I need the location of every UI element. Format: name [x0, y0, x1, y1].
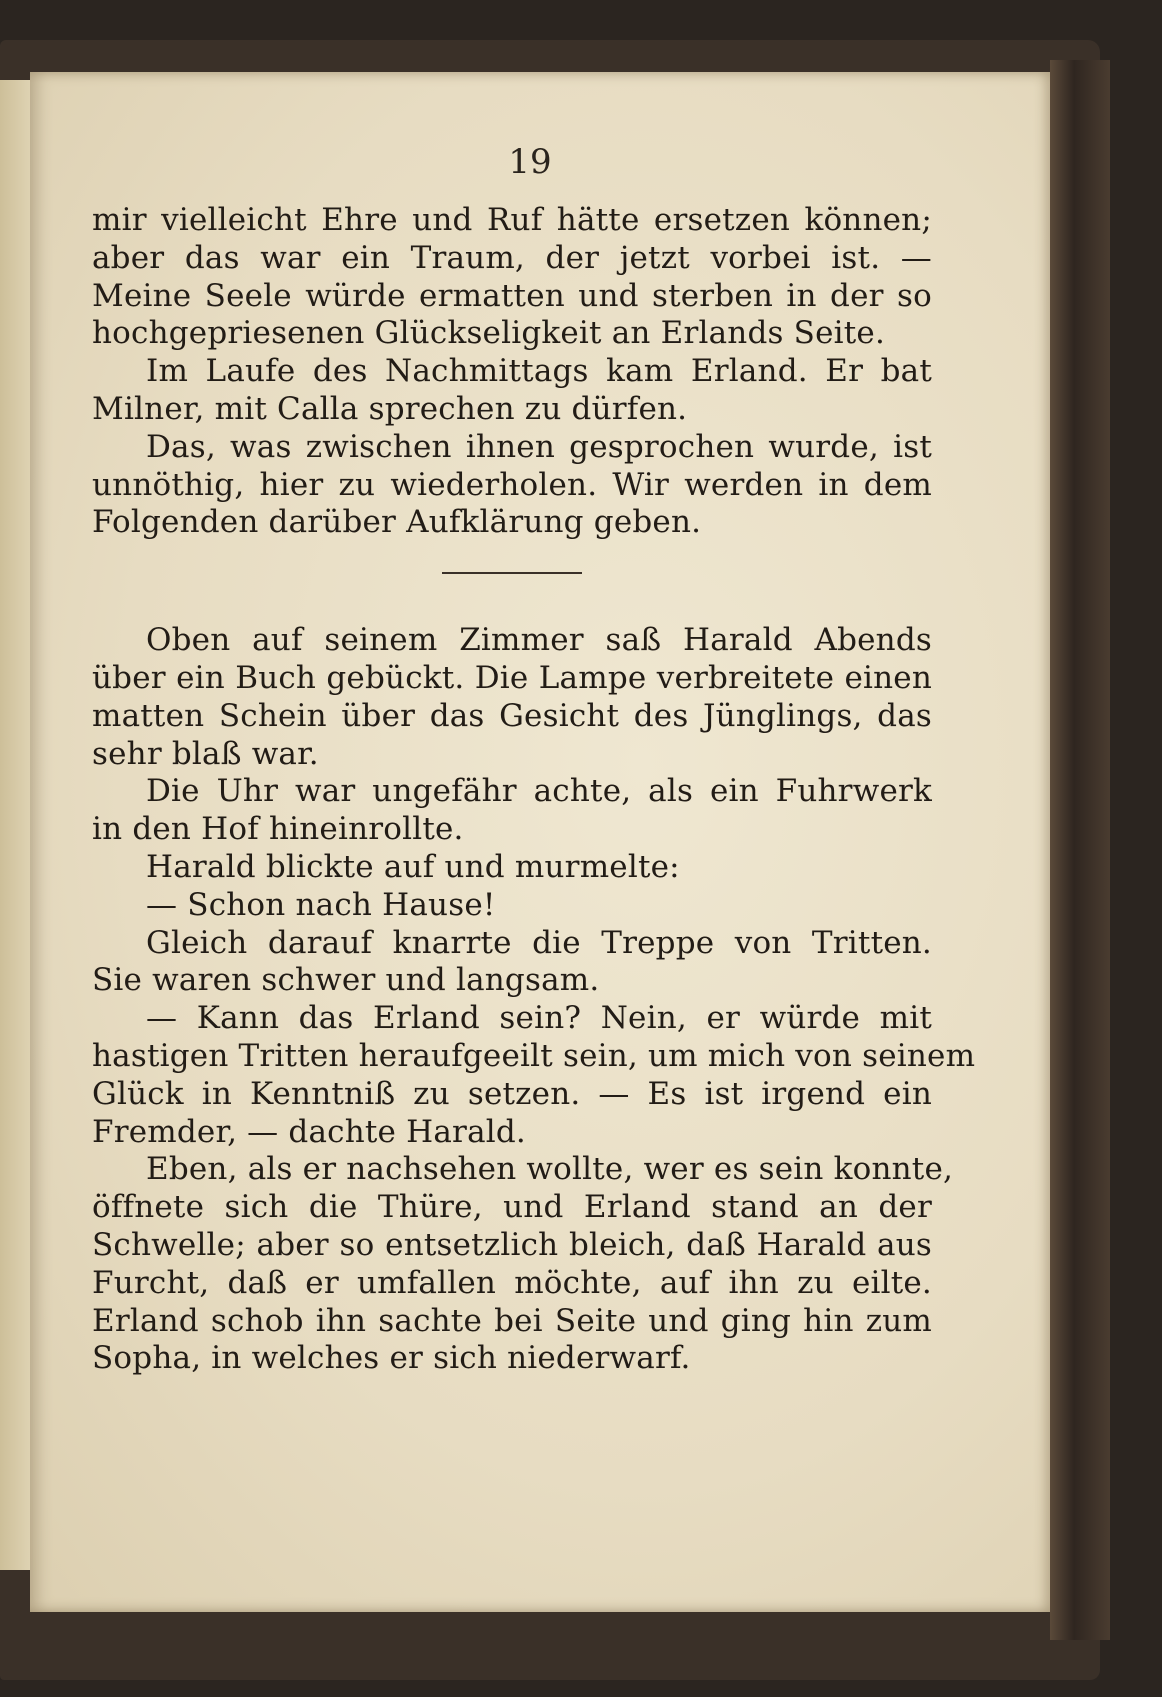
text-line: Sie waren schwer und langsam. — [92, 962, 600, 999]
text-line: Glück in Kenntniß zu setzen. — Es ist irgend ein — [92, 1075, 932, 1112]
text-line: matten Schein über das Gesicht des Jünglings, das — [92, 697, 932, 734]
text-line: unnöthig, hier zu wiederholen. Wir werden in dem — [92, 466, 932, 503]
text-block-bottom — [92, 622, 976, 1378]
book-page — [30, 72, 1050, 1612]
text-line: Eben, als er nachsehen wollte, wer es sein konnte, — [146, 1151, 954, 1188]
text-line: — Schon nach Hause! — [146, 886, 496, 923]
text-line: hastigen Tritten heraufgeeilt sein, um mich von seinem — [92, 1037, 976, 1074]
page-text — [92, 202, 976, 1378]
text-line: Die Uhr war ungefähr achte, als ein Fuhrwerk — [146, 773, 932, 810]
text-line: Erland schob ihn sachte bei Seite und ging hin zum — [92, 1302, 932, 1339]
paragraph — [92, 887, 932, 925]
text-line: Oben auf seinem Zimmer saß Harald Abends — [146, 622, 932, 659]
text-line: Furcht, daß er umfallen möchte, auf ihn zu eilte. — [92, 1264, 932, 1301]
section-divider — [442, 572, 582, 574]
text-line: — Kann das Erland sein? Nein, er würde mit — [146, 1000, 932, 1037]
text-line: in den Hof hineinrollte. — [92, 811, 464, 848]
paragraph — [92, 353, 932, 429]
text-line: Das, was zwischen ihnen gesprochen wurde, ist — [146, 428, 932, 465]
text-line: Im Laufe des Nachmittags kam Erland. Er bat — [146, 353, 932, 390]
paragraph — [92, 849, 932, 887]
text-line: Gleich darauf knarrte die Treppe von Tritten. — [146, 924, 932, 961]
text-line: aber das war ein Traum, der jetzt vorbei ist. — — [92, 239, 932, 276]
paragraph — [92, 622, 932, 773]
text-line: über ein Buch gebückt. Die Lampe verbreitete einen — [92, 659, 932, 696]
paragraph — [92, 1000, 976, 1151]
text-line: mir vielleicht Ehre und Ruf hätte ersetzen können; — [92, 202, 932, 238]
text-line: Folgenden darüber Aufklärung geben. — [92, 504, 702, 541]
page-number: 19 — [508, 142, 552, 182]
text-line: Fremder, — dachte Harald. — [92, 1113, 526, 1150]
text-line: Sopha, in welches er sich niederwarf. — [92, 1340, 691, 1377]
paragraph — [92, 773, 932, 849]
text-line: hochgepriesenen Glückseligkeit an Erlands Seite. — [92, 315, 886, 352]
paragraph — [92, 202, 932, 353]
text-line: Milner, mit Calla sprechen zu dürfen. — [92, 390, 688, 427]
paragraph — [92, 925, 932, 1001]
paragraph — [92, 1151, 954, 1378]
text-line: Harald blickte auf und murmelte: — [146, 848, 680, 885]
paragraph — [92, 429, 932, 542]
text-line: sehr blaß war. — [92, 735, 319, 772]
text-line: Schwelle; aber so entsetzlich bleich, daß Harald aus — [92, 1226, 932, 1263]
text-line: Meine Seele würde ermatten und sterben in der so — [92, 277, 932, 314]
book-edge — [1050, 60, 1110, 1640]
text-line: öffnete sich die Thüre, und Erland stand an der — [92, 1189, 932, 1226]
text-block-top — [92, 202, 932, 542]
